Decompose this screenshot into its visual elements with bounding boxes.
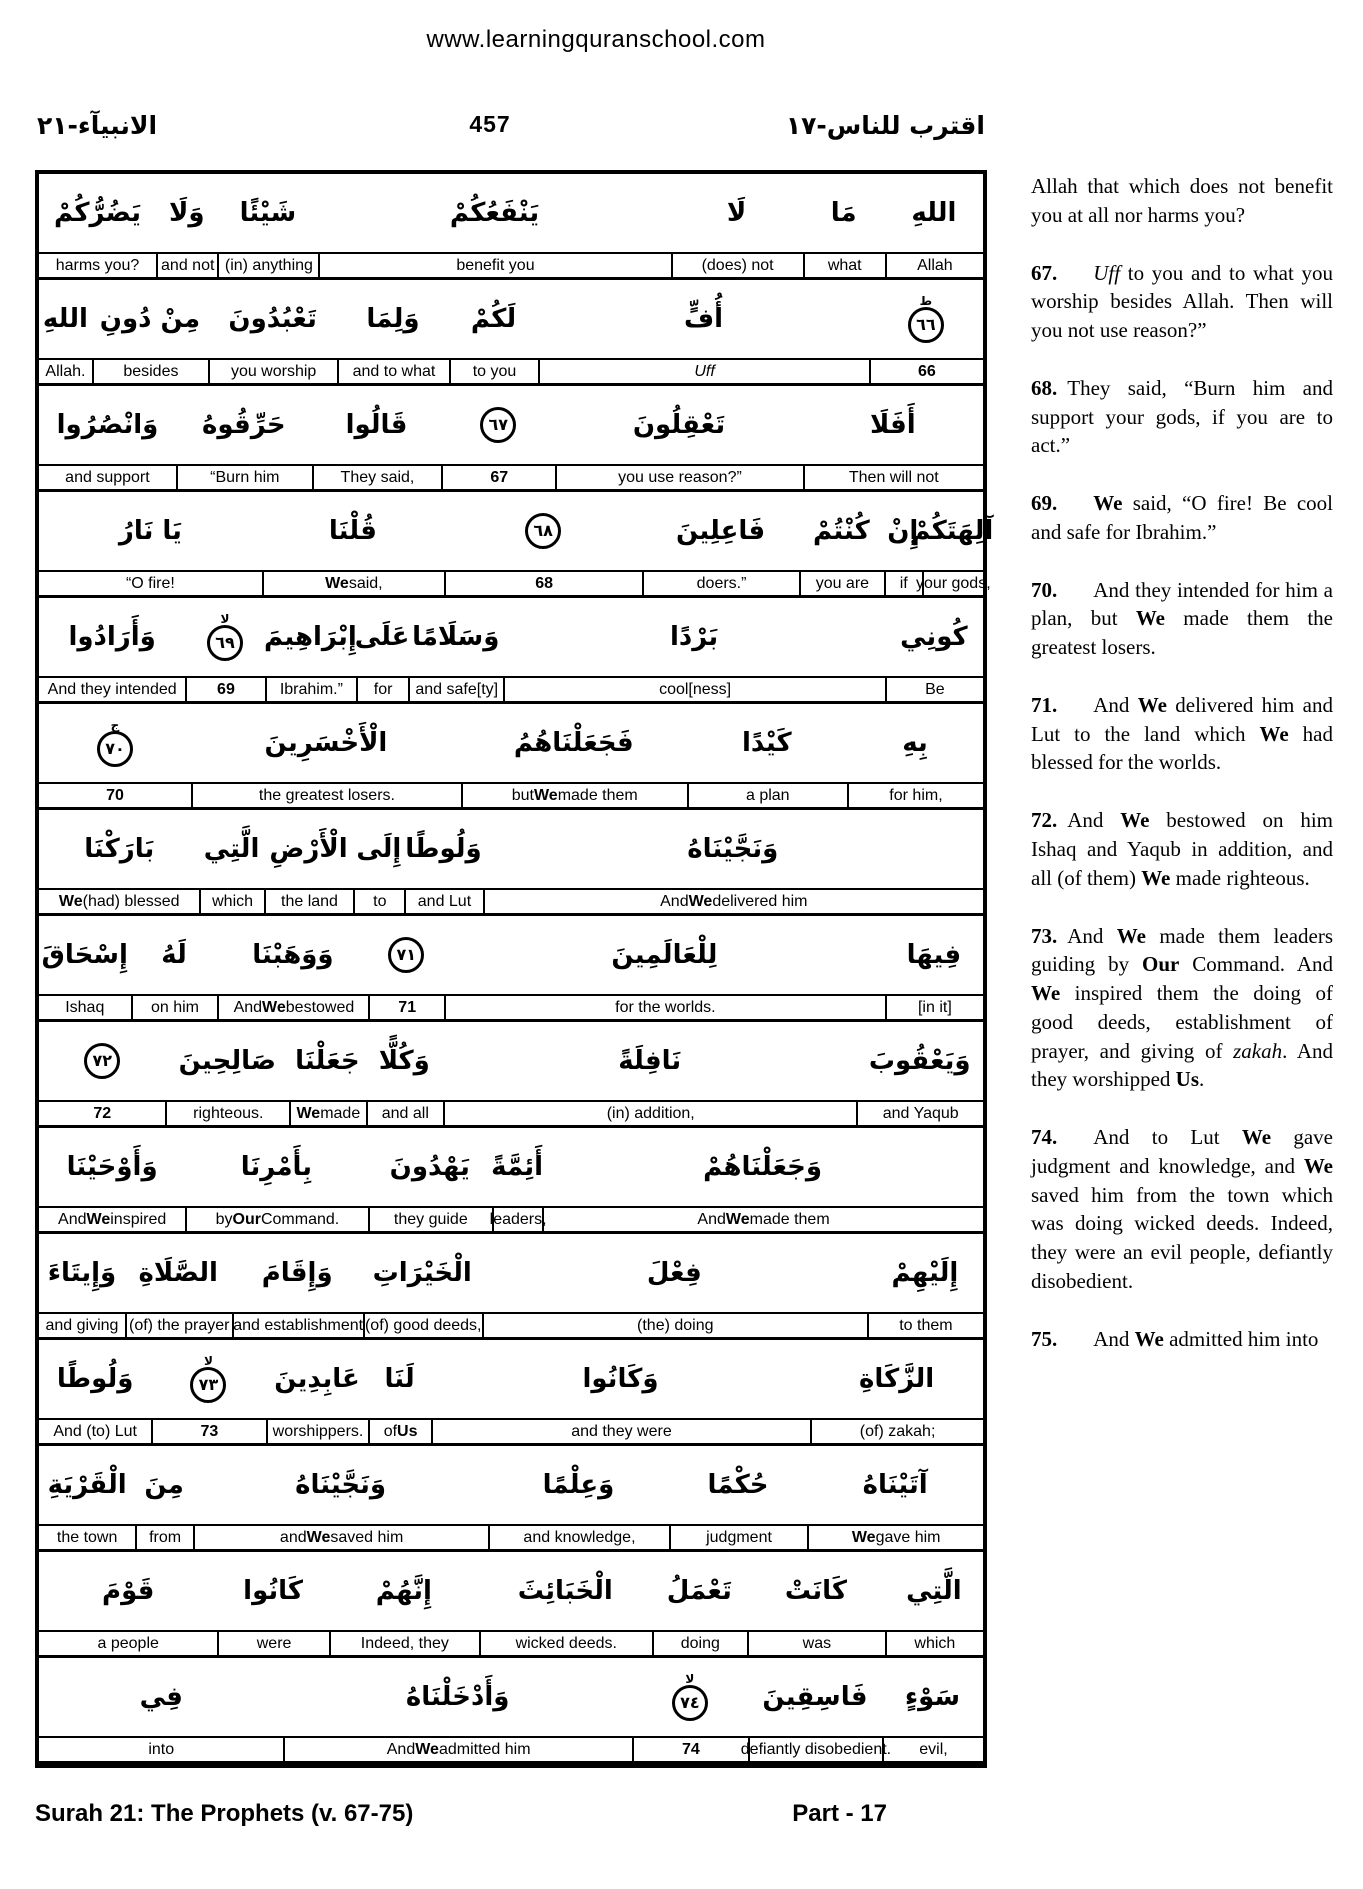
word-translation-cell: We said, xyxy=(262,572,444,595)
arabic-word: آلِهَتَكُمْ xyxy=(911,516,994,546)
arabic-word: اللهِ xyxy=(42,304,88,334)
arabic-word: وَكَانُوا xyxy=(582,1364,659,1394)
translation-column xyxy=(1031,170,1333,1768)
arabic-word: قُلْنَا xyxy=(328,516,377,546)
arabic-word: كَانُوا xyxy=(243,1576,304,1606)
arabic-line xyxy=(39,174,983,252)
arabic-word: صَالِحِينَ xyxy=(178,1046,277,1076)
word-translation-line xyxy=(39,464,983,492)
arabic-word: فَاعِلِينَ xyxy=(675,516,766,546)
word-translation-cell: Be xyxy=(885,678,983,701)
verse-number-circle xyxy=(632,1671,748,1721)
word-translation-line xyxy=(39,676,983,704)
arabic-word: وَإِقَامَ xyxy=(261,1258,333,1288)
word-translation-cell: Allah. xyxy=(45,362,86,380)
surah-footer-label: Surah 21: The Prophets (v. 67-75) xyxy=(35,1800,414,1827)
arabic-word: حُكْمًا xyxy=(707,1470,769,1500)
arabic-word: عَابِدِينَ xyxy=(274,1364,360,1394)
word-translation-cell: and establishment xyxy=(232,1314,363,1337)
arabic-word: الزَّكَاةِ xyxy=(859,1364,935,1394)
word-translation-cell: doing xyxy=(652,1632,747,1655)
word-translation-cell: (of) zakah; xyxy=(810,1420,983,1443)
arabic-word: كَيْدًا xyxy=(741,728,792,758)
verse-block xyxy=(39,598,983,704)
word-translation-cell: (the) doing xyxy=(482,1314,867,1337)
arabic-word: وَنَجَّيْنَاهُ xyxy=(295,1470,387,1500)
arabic-word: الْخَيْرَاتِ xyxy=(372,1258,472,1288)
translation-paragraph: Allah that which does not benefit you at all nor harms you? xyxy=(1031,174,1333,227)
arabic-word: كُونِي xyxy=(900,622,968,652)
waqf-mark: ط xyxy=(919,293,933,308)
word-translation-cell: And We bestowed xyxy=(217,996,368,1019)
word-translation-cell: Uff xyxy=(538,360,868,383)
arabic-word: وَانْصُرُوا xyxy=(56,410,159,440)
word-translation-cell: for the worlds. xyxy=(444,996,885,1019)
arabic-word: لَهُ xyxy=(161,940,187,970)
arabic-word: قَالُوا xyxy=(345,410,408,440)
word-translation-line xyxy=(39,888,983,916)
arabic-word: وَكُلًّا xyxy=(378,1046,430,1076)
word-translation-cell: you use reason?” xyxy=(555,466,802,489)
word-translation-cell: And (to) Lut xyxy=(53,1422,137,1440)
arabic-word: اللهِ xyxy=(911,198,957,228)
arabic-word: أَئِمَّةً xyxy=(491,1152,544,1182)
word-translation-cell: (of) good deeds, xyxy=(363,1314,482,1337)
word-translation-cell: what xyxy=(803,254,885,277)
word-translation-cell: And We inspired xyxy=(58,1210,167,1228)
arabic-word: الصَّلَاةِ xyxy=(138,1258,218,1288)
word-translation-cell: “Burn him xyxy=(176,466,312,489)
arabic-line xyxy=(39,280,983,358)
arabic-word: فِي xyxy=(139,1682,183,1712)
word-translation-cell: (in) anything xyxy=(217,254,318,277)
translation-paragraph: 73. And We made them leaders guiding by Our Command. And We inspired them the doing of good deeds, establishment of prayer, and giving of zakah. And they worshipped Us. xyxy=(1031,923,1333,1092)
word-translation-cell: And We admitted him xyxy=(283,1738,631,1761)
word-by-word-table xyxy=(35,170,994,1768)
word-translation-cell: a people xyxy=(97,1634,159,1652)
arabic-word: الْأَرْضِ xyxy=(269,834,348,864)
word-translation-cell: was xyxy=(747,1632,885,1655)
word-translation-cell: Allah xyxy=(885,254,983,277)
word-translation-cell: cool[ness] xyxy=(503,678,884,701)
word-translation-cell: (does) not xyxy=(671,254,803,277)
word-translation-cell: defiantly disobedient. xyxy=(748,1738,882,1761)
arabic-word: إِبْرَاهِيمَ xyxy=(263,622,357,652)
translation-paragraph: 75. And We admitted him into xyxy=(1031,1326,1319,1351)
verse-number-circle xyxy=(368,937,444,973)
arabic-word: وَأَرَادُوا xyxy=(68,622,156,652)
word-translation-cell: 70 xyxy=(106,786,124,804)
verse-number-circle xyxy=(39,717,191,767)
word-translation-cell: We made xyxy=(289,1102,365,1125)
word-translation-cell: the town xyxy=(56,1528,118,1546)
verse-block xyxy=(39,916,983,1022)
word-translation-cell: you are xyxy=(799,572,884,595)
word-translation-cell: and safe[ty] xyxy=(408,678,503,701)
arabic-word: قَوْمَ xyxy=(102,1576,155,1606)
arabic-word: إِلَيْهِمْ xyxy=(891,1258,959,1288)
page-content xyxy=(35,170,1333,1768)
arabic-line xyxy=(39,916,983,994)
word-translation-cell: the land xyxy=(264,890,354,913)
arabic-word: إِنَّهُمْ xyxy=(375,1576,432,1606)
translation-paragraph: 72. And We bestowed on him Ishaq and Yaqub in addition, and all (of them) We made righteous. xyxy=(1031,808,1334,890)
word-translation-cell: 71 xyxy=(368,996,444,1019)
word-translation-line xyxy=(39,1630,983,1658)
word-translation-cell: by Our Command. xyxy=(185,1208,367,1231)
word-translation-line xyxy=(39,252,983,280)
word-translation-cell: besides xyxy=(92,360,208,383)
word-translation-cell: to them xyxy=(867,1314,983,1337)
arabic-line xyxy=(39,1128,983,1206)
page-header xyxy=(35,90,987,142)
arabic-word: مَا xyxy=(830,198,857,228)
word-translation-cell: They said, xyxy=(312,466,441,489)
word-translation-cell: Then will not xyxy=(803,466,983,489)
arabic-word: نَافِلَةً xyxy=(618,1046,682,1076)
verse-block xyxy=(39,1022,983,1128)
verse-block xyxy=(39,704,983,810)
arabic-word: يَا نَارُ xyxy=(118,516,182,546)
word-translation-cell: the greatest losers. xyxy=(191,784,461,807)
arabic-word: الَّتِي xyxy=(203,834,260,864)
verse-block xyxy=(39,280,983,386)
arabic-line xyxy=(39,492,994,570)
word-translation-cell: if xyxy=(884,572,922,595)
arabic-word: وَأَدْخَلْنَاهُ xyxy=(405,1682,510,1712)
word-translation-cell: 68 xyxy=(444,572,642,595)
arabic-word: يَهْدُونَ xyxy=(389,1152,470,1182)
word-translation-cell: of Us xyxy=(368,1420,430,1443)
word-translation-cell: leaders, xyxy=(492,1208,542,1231)
arabic-word: إِنْ xyxy=(887,516,919,546)
word-translation-cell: Ishaq xyxy=(65,998,105,1016)
word-translation-cell: (in) addition, xyxy=(443,1102,856,1125)
arabic-word: آتَيْنَاهُ xyxy=(862,1470,928,1500)
arabic-line xyxy=(39,810,983,888)
arabic-word: الْقَرْيَةِ xyxy=(47,1470,127,1500)
verse-number: 74. xyxy=(1031,1125,1058,1150)
arabic-word: الْأَخْسَرِينَ xyxy=(264,728,388,758)
word-translation-cell: your gods, xyxy=(922,572,983,595)
word-translation-cell: [in it] xyxy=(885,996,983,1019)
verse-number-circle xyxy=(441,407,555,443)
arabic-word: وَيَعْقُوبَ xyxy=(868,1046,971,1076)
arabic-word: فِيهَا xyxy=(906,940,962,970)
page-number: 457 xyxy=(469,111,511,137)
verse-block xyxy=(39,1234,983,1340)
word-translation-cell: and they were xyxy=(431,1420,810,1443)
word-translation-cell: 73 xyxy=(151,1420,265,1443)
verse-number-arabic: ٧١ xyxy=(388,937,424,973)
word-translation-cell: harms you? xyxy=(55,256,140,274)
word-translation-cell: evil, xyxy=(882,1738,983,1761)
word-translation-cell: which xyxy=(885,1632,983,1655)
arabic-line xyxy=(39,704,983,782)
arabic-word: كَانَتْ xyxy=(784,1576,847,1606)
arabic-word: وَعِلْمًا xyxy=(542,1470,615,1500)
word-translation-cell: to you xyxy=(449,360,539,383)
word-translation-line xyxy=(39,1524,983,1552)
word-translation-cell: a plan xyxy=(687,784,847,807)
arabic-word: أُفٍّ xyxy=(683,304,724,334)
verse-number-circle xyxy=(444,513,642,549)
verse-number-arabic: ٧٠ xyxy=(97,731,133,767)
arabic-word: لَكُمْ xyxy=(470,304,517,334)
word-translation-line xyxy=(39,570,991,598)
verse-number-arabic: ٧٢ xyxy=(84,1043,120,1079)
arabic-word: بَرْدًا xyxy=(670,622,719,652)
word-translation-cell: 74 xyxy=(632,1738,748,1761)
arabic-word: وَنَجَّيْنَاهُ xyxy=(687,834,779,864)
arabic-word: يَضُرُّكُمْ xyxy=(53,198,142,228)
arabic-word: وَوَهَبْنَا xyxy=(252,940,334,970)
translation-paragraph: 71. And We delivered him and Lut to the land which We had blessed for the worlds. xyxy=(1031,692,1333,775)
page-footer xyxy=(35,1800,987,1828)
verse-number: 70. xyxy=(1031,577,1058,602)
arabic-line xyxy=(39,1552,983,1630)
juz-name-arabic: اقترب للناس-١٧ xyxy=(785,111,985,140)
arabic-word: تَعْبُدُونَ xyxy=(228,304,317,334)
word-translation-cell: righteous. xyxy=(165,1102,289,1125)
waqf-mark: لا xyxy=(203,1353,213,1368)
verse-block xyxy=(39,492,994,598)
arabic-word: تَعْمَلُ xyxy=(666,1576,732,1606)
word-translation-cell: were xyxy=(217,1632,328,1655)
verse-number: 68. xyxy=(1031,375,1058,400)
translation-paragraph: 68. They said, “Burn him and support your gods, if you are to act.” xyxy=(1031,375,1333,458)
arabic-word: وَلُوطًا xyxy=(56,1364,134,1394)
word-translation-cell: 72 xyxy=(93,1104,112,1122)
translation-paragraph: 67. Uff to you and to what you worship besides Allah. Then will you not use reason?” xyxy=(1031,260,1333,343)
word-translation-line xyxy=(39,1418,983,1446)
arabic-word: بِهِ xyxy=(902,728,928,758)
arabic-word: جَعَلْنَا xyxy=(295,1046,360,1076)
word-translation-cell: We (had) blessed xyxy=(58,892,180,910)
word-translation-line xyxy=(39,1100,983,1128)
word-translation-cell: on him xyxy=(131,996,218,1019)
verse-number-arabic: ٦٦ xyxy=(908,307,944,343)
verse-block xyxy=(39,386,983,492)
arabic-word: وَجَعَلْنَاهُمْ xyxy=(703,1152,823,1182)
word-translation-cell: And We delivered him xyxy=(483,890,983,913)
arabic-word: عَلَى xyxy=(354,622,410,652)
word-translation-line xyxy=(39,1312,983,1340)
arabic-word: بِأَمْرِنَا xyxy=(240,1152,313,1182)
word-translation-cell: and to what xyxy=(337,360,448,383)
translation-paragraph: 69. We said, “O fire! Be cool and safe for Ibrahim.” xyxy=(1031,491,1333,544)
verse-number: 67. xyxy=(1031,260,1058,285)
verse-block xyxy=(39,1128,983,1234)
arabic-line xyxy=(39,1658,983,1736)
arabic-line xyxy=(39,1340,983,1418)
word-translation-cell: and support xyxy=(65,468,150,486)
verse-block xyxy=(39,810,983,916)
arabic-word: إِسْحَاقَ xyxy=(41,940,128,970)
arabic-word: فَاسِقِينَ xyxy=(762,1682,868,1712)
word-translation-cell: We gave him xyxy=(807,1526,983,1549)
word-translation-cell: And they intended xyxy=(47,680,177,698)
word-translation-line xyxy=(39,1736,983,1764)
verse-number-circle xyxy=(151,1353,265,1403)
verse-number: 71. xyxy=(1031,692,1058,717)
waqf-mark: ج xyxy=(110,717,120,732)
verse-number-arabic: ٧٤ xyxy=(672,1685,708,1721)
word-translation-cell: and Lut xyxy=(404,890,482,913)
arabic-word: فِعْلَ xyxy=(646,1258,702,1288)
arabic-word: يَنْفَعُكُمْ xyxy=(449,198,540,228)
word-translation-cell: and all xyxy=(366,1102,443,1125)
arabic-word: فَجَعَلْنَاهُمُ xyxy=(513,728,634,758)
word-translation-cell: wicked deeds. xyxy=(479,1632,652,1655)
word-translation-cell: “O fire! xyxy=(125,574,175,592)
translation-paragraph: 70. And they intended for him a plan, but We made them the greatest losers. xyxy=(1031,577,1333,660)
verse-number: 75. xyxy=(1031,1326,1058,1351)
verse-number-circle xyxy=(39,1043,165,1079)
translation-paragraph: 74. And to Lut We gave judgment and knowledge, and We saved him from the town which was doing wicked deeds. Indeed, they were an evil people, defiantly disobedient. xyxy=(1031,1125,1333,1293)
arabic-word: سَوْءٍ xyxy=(904,1682,961,1712)
verse-block xyxy=(39,1658,983,1764)
arabic-word: الْخَبَائِثَ xyxy=(517,1576,613,1606)
verse-block xyxy=(39,1552,983,1658)
verse-number-arabic: ٦٨ xyxy=(525,513,561,549)
arabic-word: وَلَا xyxy=(168,198,205,228)
verse-number-arabic: ٦٩ xyxy=(207,625,243,661)
word-translation-cell: into xyxy=(148,1740,175,1758)
arabic-word: وَلِمَا xyxy=(366,304,420,334)
word-translation-cell: And We made them xyxy=(542,1208,983,1231)
verse-block xyxy=(39,174,983,280)
arabic-line xyxy=(39,1234,983,1312)
arabic-word: شَيْئًا xyxy=(239,198,297,228)
verse-number: 73. xyxy=(1031,923,1058,948)
arabic-word: بَارَكْنَا xyxy=(84,834,155,864)
site-url: www.learningquranschool.com xyxy=(426,26,766,53)
word-translation-cell: Indeed, they xyxy=(329,1632,479,1655)
verse-number-arabic: ٦٧ xyxy=(480,407,516,443)
arabic-line xyxy=(39,386,983,464)
arabic-word: حَرِّقُوهُ xyxy=(202,410,286,440)
arabic-word: لَنَا xyxy=(384,1364,415,1394)
word-translation-cell: for him, xyxy=(847,784,983,807)
word-translation-line xyxy=(39,1206,983,1234)
arabic-word: مِنْ دُونِ xyxy=(99,304,201,334)
word-translation-cell: and not xyxy=(156,254,217,277)
arabic-line xyxy=(39,1446,983,1524)
word-translation-cell: and knowledge, xyxy=(488,1526,668,1549)
arabic-word: وَلُوطًا xyxy=(405,834,482,864)
arabic-word: وَسَلَامًا xyxy=(412,622,500,652)
word-translation-cell: to xyxy=(353,890,404,913)
part-label: Part - 17 xyxy=(792,1800,887,1827)
word-translation-line xyxy=(39,782,983,810)
word-translation-line xyxy=(39,358,983,386)
word-translation-cell: they guide xyxy=(368,1208,493,1231)
word-translation-cell: 69 xyxy=(185,678,264,701)
word-translation-cell: from xyxy=(135,1526,193,1549)
verse-number-circle xyxy=(869,293,983,343)
arabic-line xyxy=(39,1022,983,1100)
word-translation-cell: doers.” xyxy=(642,572,799,595)
arabic-word: كُنْتُمْ xyxy=(813,516,870,546)
arabic-line xyxy=(39,598,983,676)
verse-number-arabic: ٧٣ xyxy=(190,1367,226,1403)
arabic-word: لِلْعَالَمِينَ xyxy=(611,940,718,970)
word-translation-cell: judgment xyxy=(669,1526,808,1549)
verse-number: 69. xyxy=(1031,491,1058,516)
arabic-word: الَّتِي xyxy=(906,1576,962,1606)
word-translation-cell: and giving xyxy=(45,1316,119,1334)
word-translation-cell: for xyxy=(356,678,408,701)
arabic-word: لَا xyxy=(726,198,747,228)
word-translation-cell: you worship xyxy=(208,360,337,383)
verse-number: 72. xyxy=(1031,808,1058,833)
word-translation-cell: and We saved him xyxy=(193,1526,488,1549)
word-translation-cell: (of) the prayer xyxy=(125,1314,232,1337)
verse-block xyxy=(39,1340,983,1446)
verse-block xyxy=(39,1446,983,1552)
arabic-word: وَإِيتَاءَ xyxy=(47,1258,117,1288)
surah-name-arabic: الانبيآء-٢١ xyxy=(37,111,158,140)
waqf-mark: لا xyxy=(220,611,230,626)
word-translation-cell: and Yaqub xyxy=(856,1102,982,1125)
word-translation-cell: which xyxy=(199,890,263,913)
waqf-mark: لا xyxy=(685,1671,695,1686)
verse-number-circle xyxy=(185,611,264,661)
arabic-word: تَعْقِلُونَ xyxy=(632,410,726,440)
arabic-word: وَأَوْحَيْنَا xyxy=(66,1152,158,1182)
word-translation-cell: Ibrahim.” xyxy=(265,678,357,701)
word-translation-cell: 67 xyxy=(441,466,555,489)
arabic-word: أَفَلَا xyxy=(869,410,916,440)
word-translation-cell: benefit you xyxy=(318,254,670,277)
arabic-word: إِلَى xyxy=(356,834,402,864)
word-translation-cell: worshippers. xyxy=(266,1420,369,1443)
word-translation-cell: 66 xyxy=(869,360,983,383)
word-translation-line xyxy=(39,994,983,1022)
word-translation-cell: but We made them xyxy=(461,784,687,807)
arabic-word: مِنَ xyxy=(144,1470,184,1500)
